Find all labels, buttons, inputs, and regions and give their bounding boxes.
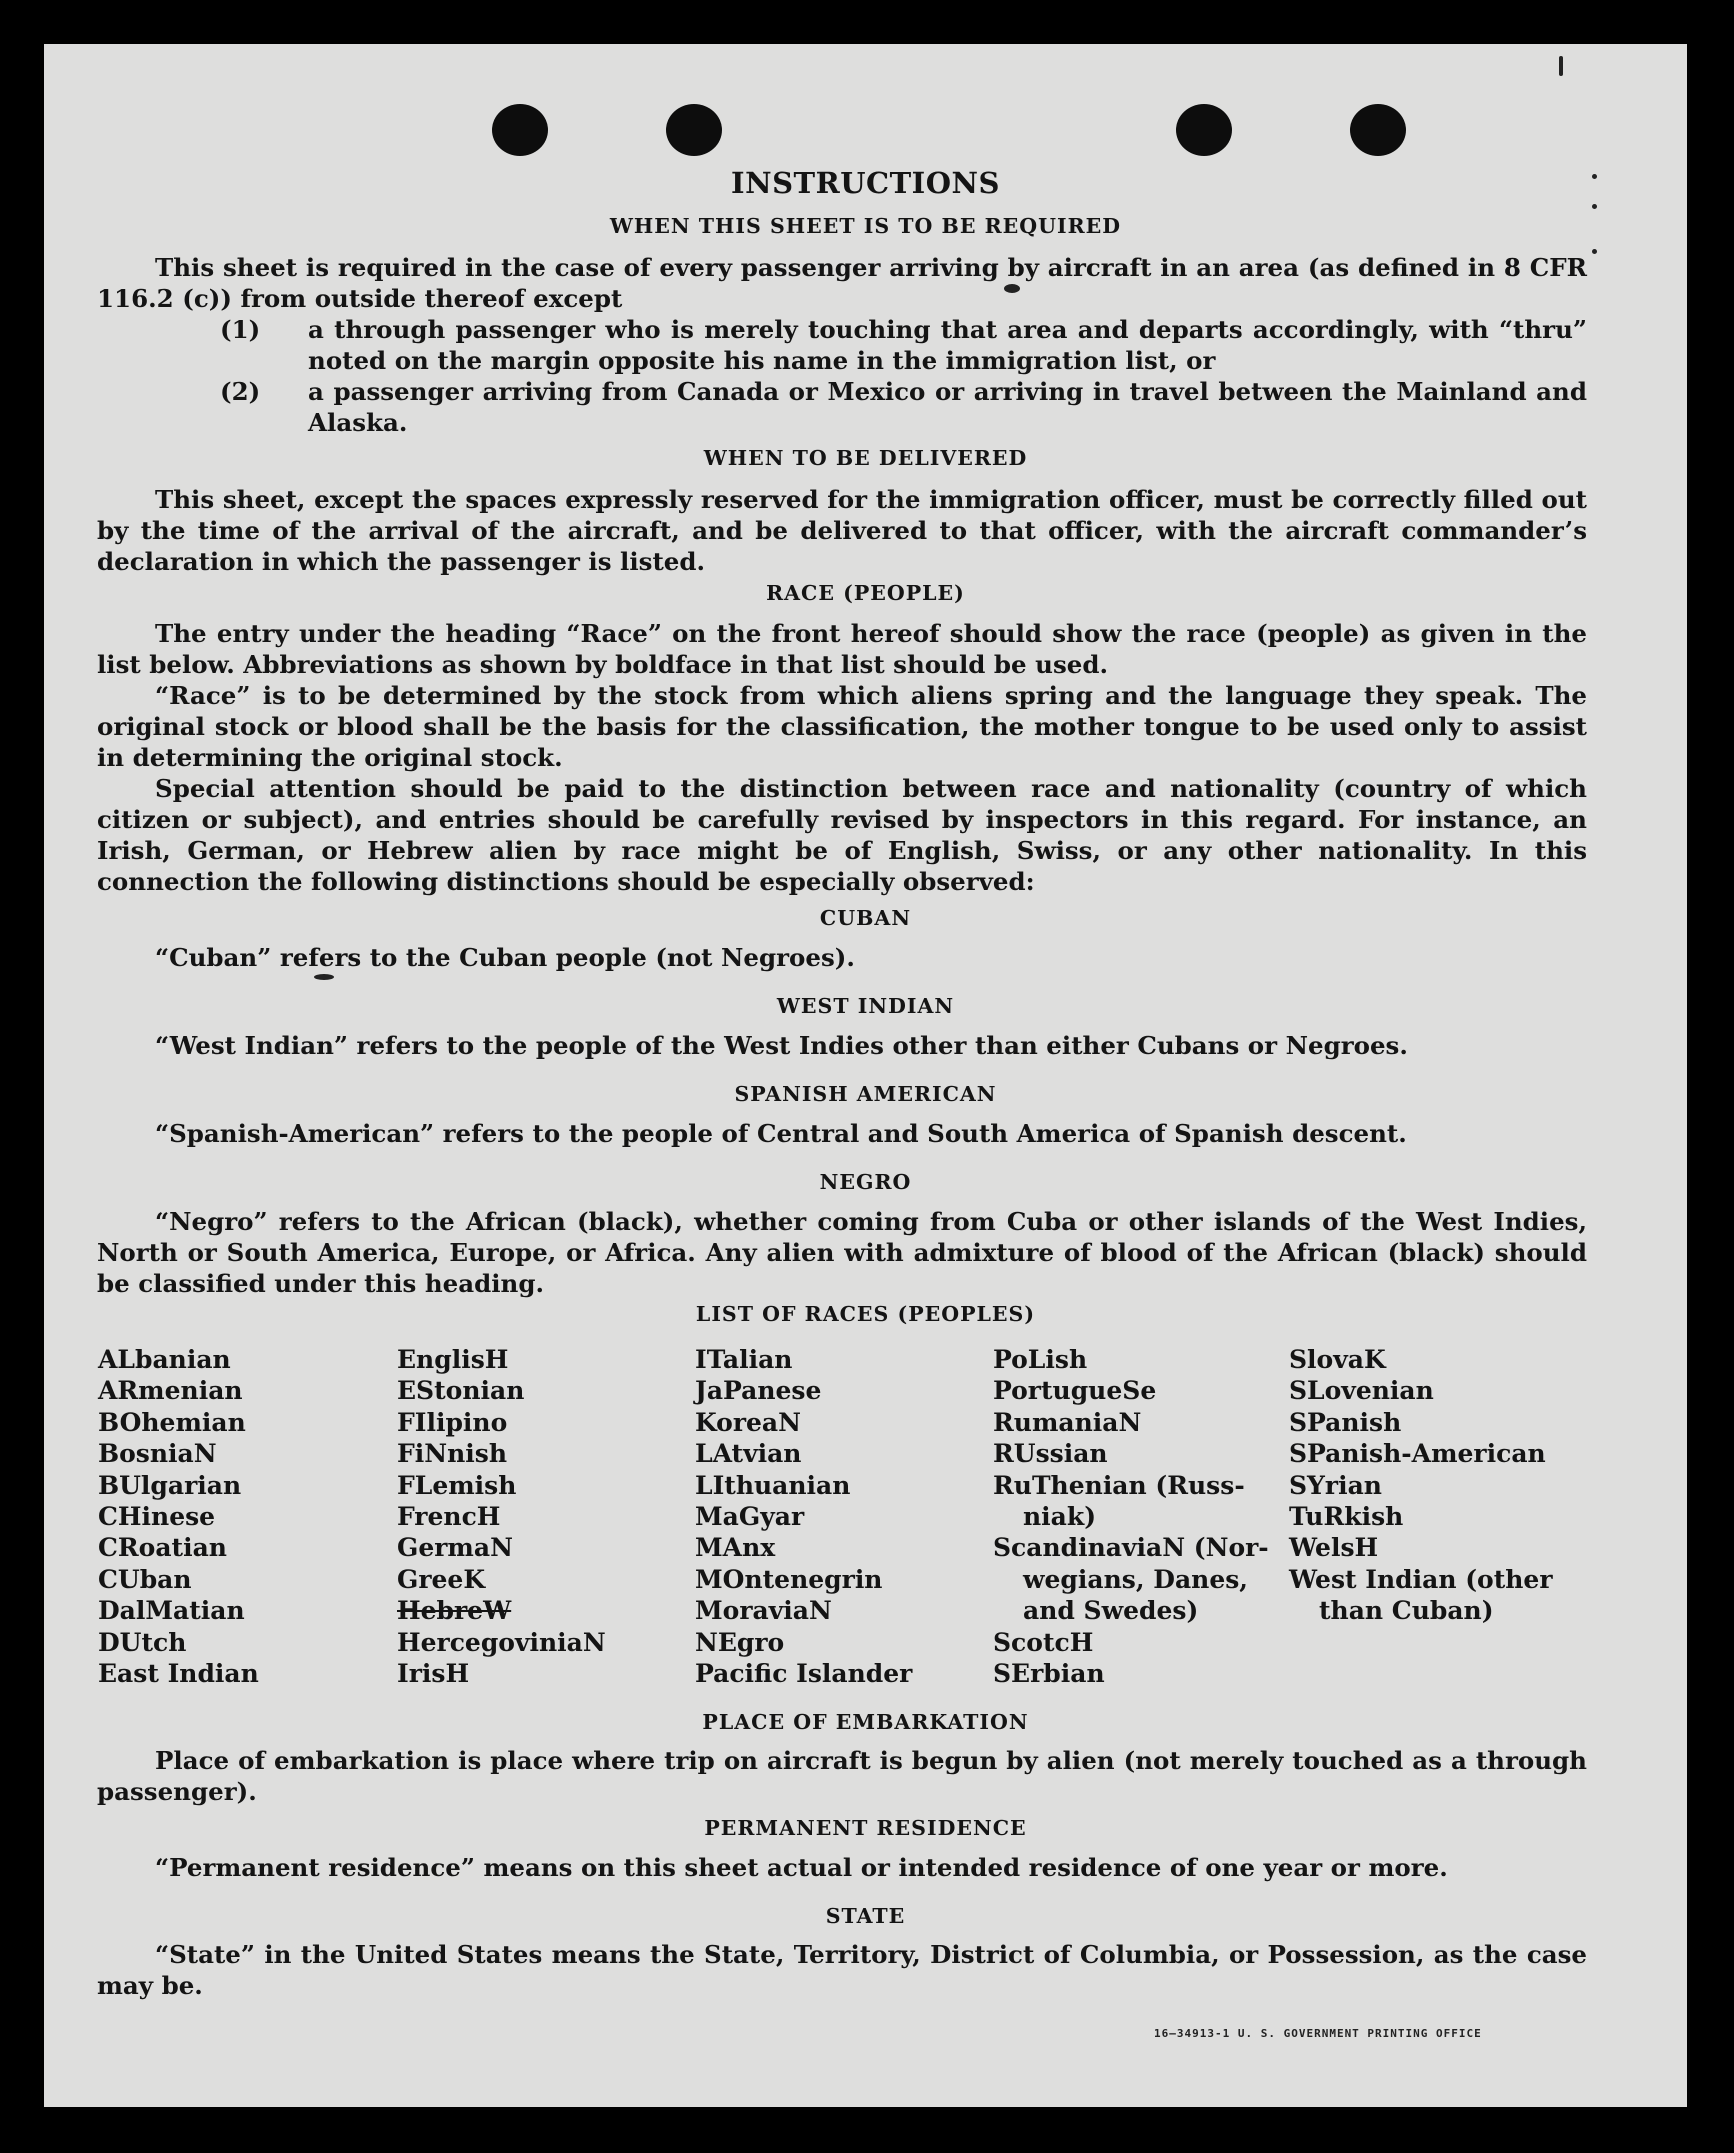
race-entry: KoreaN	[695, 1407, 801, 1437]
race-entry: MOntenegrin	[695, 1564, 883, 1594]
race-entry: East Indian	[98, 1659, 259, 1689]
race-entry-continued: and Swedes)	[1023, 1596, 1199, 1626]
races-column-1	[98, 1344, 259, 1689]
race-entry: FiNnish	[397, 1439, 508, 1469]
race-entry: GreeK	[397, 1564, 486, 1594]
paragraph-cuban: “Cuban” refers to the Cuban people (not Negroes).	[155, 943, 855, 972]
race-entry: EnglisH	[397, 1345, 509, 1374]
printer-footer: 16—34913-1 U. S. GOVERNMENT PRINTING OFFICE	[1154, 2027, 1482, 2040]
paragraph-delivered: This sheet, except the spaces expressly reserved for the immigration officer, must be correctly filled out by the time of the arrival of the aircraft, and be delivered to that officer, with the aircraft commander’s declaration in which the passenger is listed.	[97, 485, 1587, 576]
race-entry: LIthuanian	[695, 1470, 851, 1500]
heading-west-indian: WEST INDIAN	[776, 994, 955, 1018]
document-title: INSTRUCTIONS	[731, 166, 1000, 200]
list-item-2	[220, 376, 1587, 438]
race-entry: CRoatian	[98, 1533, 227, 1563]
race-entry: ARmenian	[98, 1376, 243, 1406]
race-entry: HercegoviniaN	[397, 1627, 606, 1657]
heading-when-required: WHEN THIS SHEET IS TO BE REQUIRED	[609, 214, 1122, 238]
races-column-3	[695, 1344, 912, 1689]
race-entry: SLovenian	[1289, 1376, 1434, 1406]
paragraph-state: “State” in the United States means the State, Territory, District of Columbia, or Possession, as the case may be.	[97, 1940, 1587, 2000]
race-entry: GermaN	[397, 1533, 513, 1563]
race-entry-continued: than Cuban)	[1319, 1596, 1494, 1626]
race-entry: ScandinaviaN (Nor-	[993, 1533, 1269, 1563]
races-column-2	[397, 1344, 606, 1689]
race-entry: NEgro	[695, 1627, 785, 1657]
race-entry: RuThenian (Russ-	[993, 1470, 1245, 1500]
ink-mark	[1559, 56, 1563, 76]
list-item-1	[220, 314, 1587, 376]
race-entry: CHinese	[98, 1502, 216, 1532]
race-entry: MaGyar	[695, 1502, 805, 1532]
heading-spanish-american: SPANISH AMERICAN	[734, 1082, 997, 1106]
ink-mark	[1592, 204, 1597, 209]
heading-place-of-embarkation: PLACE OF EMBARKATION	[702, 1710, 1029, 1734]
race-entry: ITalian	[695, 1345, 793, 1374]
race-entry: MAnx	[695, 1533, 776, 1563]
paragraph-race: The entry under the heading “Race” on the front hereof should show the race (people) as given in the list below. Abbreviations as shown by boldface in that list should be used. “Race” is to be determined by the stock from which aliens spring and the language they speak. The original stock or blood shall be the basis for the classification, the mother tongue to be used only to assist in determining the original stock. Special attention should be paid to the distinction between race and nationality (country of which citizen or subject), and entries should be carefully revised by inspectors in this regard. For instance, an Irish, German, or Hebrew alien by race might be of English, Swiss, or any other nationality. In this connection the following distinctions should be especially observed:	[97, 619, 1587, 896]
race-entry: SPanish	[1289, 1407, 1402, 1437]
paragraph-embarkation: Place of embarkation is place where trip on aircraft is begun by alien (not merely touched as a through passenger).	[97, 1746, 1587, 1806]
list-item-number: (2)	[220, 377, 261, 406]
paragraph-spanish-american: “Spanish-American” refers to the people of Central and South America of Spanish descent.	[155, 1119, 1407, 1148]
race-entry: FrencH	[397, 1502, 501, 1532]
race-entry: PortugueSe	[993, 1376, 1157, 1406]
ink-mark	[1592, 249, 1597, 254]
race-entry: ALbanian	[98, 1345, 231, 1374]
race-entry: EStonian	[397, 1376, 525, 1406]
heading-when-delivered: WHEN TO BE DELIVERED	[703, 446, 1028, 470]
heading-cuban: CUBAN	[819, 906, 912, 930]
list-item-text: a passenger arriving from Canada or Mexico or arriving in travel between the Mainland and Alaska.	[308, 377, 1587, 437]
race-entry: SPanish-American	[1289, 1439, 1546, 1469]
race-entry: SlovaK	[1289, 1345, 1386, 1374]
race-entry: IrisH	[397, 1659, 470, 1689]
punch-hole	[666, 104, 722, 156]
race-entry: DUtch	[98, 1627, 187, 1657]
race-entry: RumaniaN	[993, 1407, 1142, 1437]
race-entry: BOhemian	[98, 1407, 246, 1437]
race-entry: BosniaN	[98, 1439, 217, 1469]
heading-negro: NEGRO	[819, 1170, 912, 1194]
race-entry: BUlgarian	[98, 1470, 242, 1500]
punch-hole	[492, 104, 548, 156]
race-entry: Pacific Islander	[695, 1659, 913, 1689]
heading-race: RACE (PEOPLE)	[766, 581, 965, 605]
heading-list-of-races: LIST OF RACES (PEOPLES)	[695, 1302, 1036, 1326]
race-entry: FIlipino	[397, 1407, 508, 1437]
race-entry: CUban	[98, 1564, 192, 1594]
races-column-4	[993, 1344, 1269, 1689]
race-entry-continued: niak)	[1023, 1502, 1097, 1532]
race-entry: RUssian	[993, 1439, 1108, 1469]
race-entry-continued: wegians, Danes,	[1023, 1564, 1248, 1594]
race-entry: West Indian (other	[1289, 1564, 1553, 1594]
race-entry: DalMatian	[98, 1596, 245, 1626]
paragraph-required-intro: This sheet is required in the case of every passenger arriving by aircraft in an area (as defined in 8 CFR 116.2 (c)) from outside thereof except	[97, 253, 1587, 313]
race-entry: FLemish	[397, 1470, 517, 1500]
document-sheet	[44, 44, 1687, 2107]
race-entry: ScotcH	[993, 1627, 1094, 1657]
punch-hole	[1176, 104, 1232, 156]
paragraph-west-indian: “West Indian” refers to the people of the West Indies other than either Cubans or Negroes.	[155, 1031, 1408, 1060]
list-item-number: (1)	[220, 315, 261, 344]
list-item-text: a through passenger who is merely touching that area and departs accordingly, with “thru” noted on the margin opposite his name in the immigration list, or	[308, 315, 1587, 375]
race-entry: JaPanese	[695, 1376, 822, 1406]
paragraph-residence: “Permanent residence” means on this sheet actual or intended residence of one year or more.	[155, 1853, 1448, 1882]
race-entry: PoLish	[993, 1345, 1088, 1374]
race-entry: TuRkish	[1289, 1502, 1404, 1532]
heading-permanent-residence: PERMANENT RESIDENCE	[704, 1816, 1027, 1840]
race-entry: SErbian	[993, 1659, 1105, 1689]
race-entry: WelsH	[1289, 1533, 1379, 1563]
ink-mark	[314, 974, 334, 980]
heading-state: STATE	[825, 1904, 906, 1928]
race-entry: SYrian	[1289, 1470, 1382, 1500]
race-entry: HebreW	[397, 1596, 512, 1626]
punch-hole	[1350, 104, 1406, 156]
race-entry: LAtvian	[695, 1439, 802, 1469]
race-entry: MoraviaN	[695, 1596, 832, 1626]
races-column-5	[1289, 1344, 1553, 1627]
paragraph-negro: “Negro” refers to the African (black), whether coming from Cuba or other islands of the West Indies, North or South America, Europe, or Africa. Any alien with admixture of blood of the African (black) should be classified under this heading.	[97, 1207, 1587, 1298]
